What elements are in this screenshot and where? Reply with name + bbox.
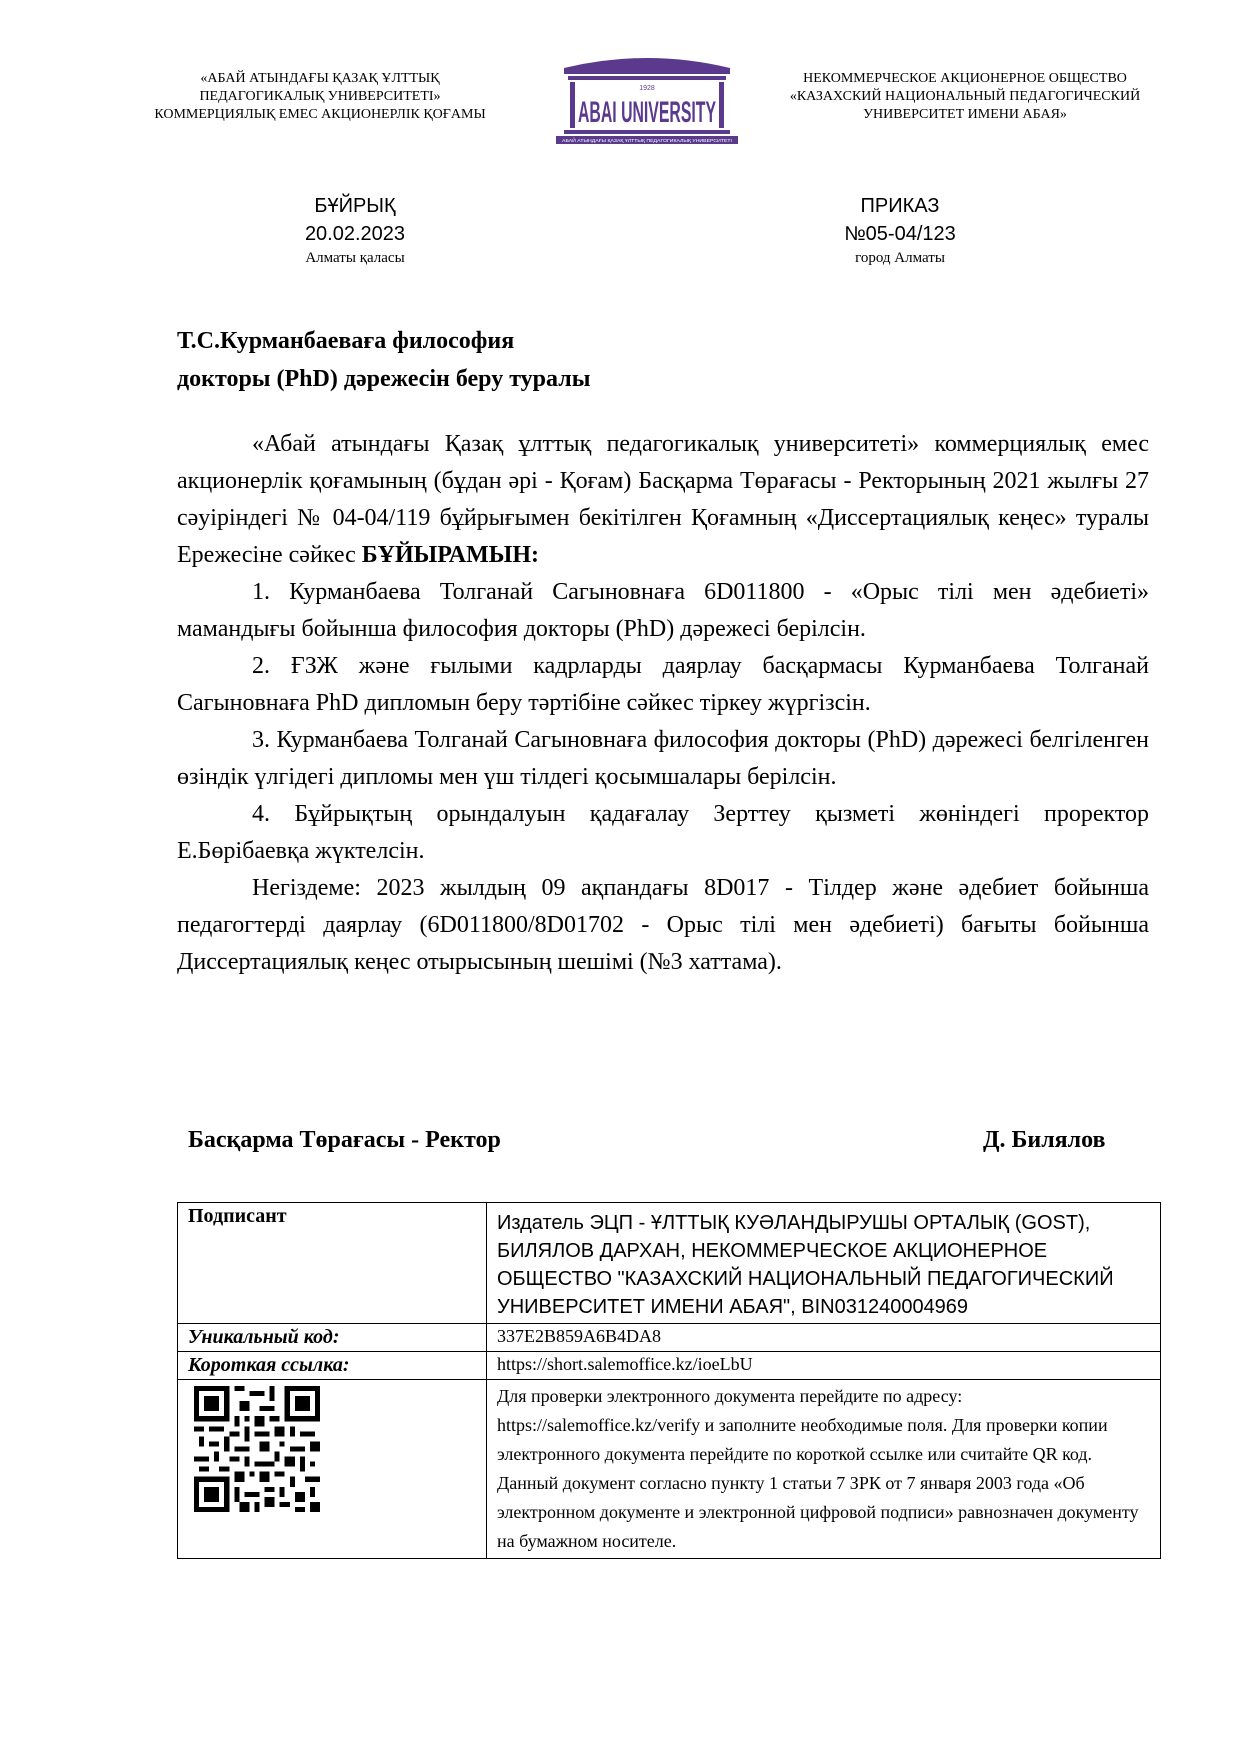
signer-label: Подписант <box>178 1203 487 1324</box>
order-item: 4. Бұйрықтың орындалуын қадағалау Зерттеу қызметі жөніндегі проректор Е.Бөрібаевқа жүктелсін. <box>177 801 1149 864</box>
table-row <box>178 1324 1161 1352</box>
order-keyword: БҰЙЫРАМЫН: <box>361 542 539 568</box>
order-date: 20.02.2023 <box>304 223 406 245</box>
org-name-russian <box>745 70 1185 124</box>
qr-code-cell <box>178 1380 487 1559</box>
order-block-russian <box>790 192 1010 268</box>
order-item: 2. ҒЗЖ және ғылыми кадрларды даярлау басқармасы Курманбаева Толганай Сагыновнаға PhD дипломын беру тәртібіне сәйкес тіркеу жүргізсін. <box>177 653 1149 716</box>
university-logo <box>556 48 738 148</box>
unique-code-value: 337E2B859A6B4DA8 <box>487 1324 1161 1352</box>
org-name-kazakh-line: «АБАЙ АТЫНДАҒЫ ҚАЗАҚ ҰЛТТЫҚ <box>200 71 440 86</box>
digital-signature-table <box>177 1202 1161 1559</box>
signatory-position: Басқарма Төрағасы - Ректор <box>188 1127 501 1153</box>
order-city-russian: город Алматы <box>855 250 945 266</box>
order-item: 3. Курманбаева Толганай Сагыновнаға философия докторы (PhD) дәрежесі белгіленген өзіндік үлгідегі дипломы мен үш тілдегі қосымшалары берілсін. <box>177 727 1149 790</box>
order-city-kazakh: Алматы қаласы <box>305 250 405 266</box>
table-row <box>178 1203 1161 1324</box>
unique-code-label: Уникальный код: <box>178 1324 487 1352</box>
order-item: 1. Курманбаева Толганай Сагыновнаға 6D011800 - «Орыс тілі мен әдебиеті» мамандығы бойынша философия докторы (PhD) дәрежесі берілсін. <box>177 579 1149 642</box>
table-row <box>178 1380 1161 1559</box>
signatory-name: Д. Билялов <box>983 1127 1106 1153</box>
logo-wordmark: ABAI UNIVERSITY <box>578 96 716 129</box>
basis-paragraph: Негіздеме: 2023 жылдың 09 ақпандағы 8D017 - Тілдер және әдебиет бойынша педагогтерді даярлау (6D011800/8D01702 - Орыс тілі мен әдебиеті) бағыты бойынша Диссертациялық кеңес отырысының шешімі (№3 хаттама). <box>177 875 1149 975</box>
order-title-kazakh: БҰЙРЫҚ <box>314 195 396 217</box>
short-link-label: Короткая ссылка: <box>178 1352 487 1380</box>
table-row <box>178 1352 1161 1380</box>
order-subject <box>177 322 590 398</box>
short-link[interactable]: https://short.salemoffice.kz/ioeLbU <box>487 1352 1161 1380</box>
preamble-text: «Абай атындағы Қазақ ұлттық педагогикалық университеті» коммерциялық емес акционерлік қоғамының (бұдан әрі - Қоғам) Басқарма Төрағасы - Ректорының 2021 жылғы 27 сәуіріндегі № 04-04/119 бұйрығымен бекітілген Қоғамның «Диссертациялық кеңес» туралы Ережесіне сәйкес <box>177 431 1149 568</box>
qr-code-icon[interactable] <box>194 1386 320 1512</box>
org-name-kazakh <box>110 70 530 124</box>
org-name-russian-line: «КАЗАХСКИЙ НАЦИОНАЛЬНЫЙ ПЕДАГОГИЧЕСКИЙ <box>789 89 1141 104</box>
order-number: №05-04/123 <box>844 223 956 245</box>
preamble-paragraph <box>177 426 1149 574</box>
signer-value: Издатель ЭЦП - ҰЛТТЫҚ КУӘЛАНДЫРУШЫ ОРТАЛЫҚ (GOST), БИЛЯЛОВ ДАРХАН, НЕКОММЕРЧЕСКОЕ АКЦИОНЕРНОЕ ОБЩЕСТВО "КАЗАХСКИЙ НАЦИОНАЛЬНЫЙ ПЕДАГОГИЧЕСКИЙ УНИВЕРСИТЕТ ИМЕНИ АБАЯ", BIN031240004969 <box>487 1203 1161 1324</box>
logo-caption: АБАЙ АТЫНДАҒЫ ҚАЗАҚ ҰЛТТЫҚ ПЕДАГОГИКАЛЫҚ УНИВЕРСИТЕТІ <box>562 138 714 143</box>
order-subject-line: Т.С.Курманбаеваға философия <box>177 328 515 354</box>
order-subject-line: докторы (PhD) дәрежесін беру туралы <box>177 366 591 392</box>
order-block-kazakh <box>250 192 460 268</box>
order-title-russian: ПРИКАЗ <box>860 195 940 217</box>
org-name-russian-line: УНИВЕРСИТЕТ ИМЕНИ АБАЯ» <box>863 107 1067 122</box>
org-name-kazakh-line: ПЕДАГОГИКАЛЫҚ УНИВЕРСИТЕТІ» <box>199 89 441 104</box>
org-name-russian-line: НЕКОММЕРЧЕСКОЕ АКЦИОНЕРНОЕ ОБЩЕСТВО <box>803 71 1127 86</box>
order-body <box>177 426 1149 981</box>
logo-year: 1928 <box>639 85 655 92</box>
verification-note: Для проверки электронного документа перейдите по адресу: https://salemoffice.kz/verify и заполните необходимые поля. Для проверки копии электронного документа перейдите по короткой ссылке или считайте QR код. Данный документ согласно пункту 1 статьи 7 ЗРК от 7 января 2003 года «Об электронном документе и электронной цифровой подписи» равнозначен документу на бумажном носителе. <box>487 1380 1161 1559</box>
org-name-kazakh-line: КОММЕРЦИЯЛЫҚ ЕМЕС АКЦИОНЕРЛІК ҚОҒАМЫ <box>154 107 486 122</box>
